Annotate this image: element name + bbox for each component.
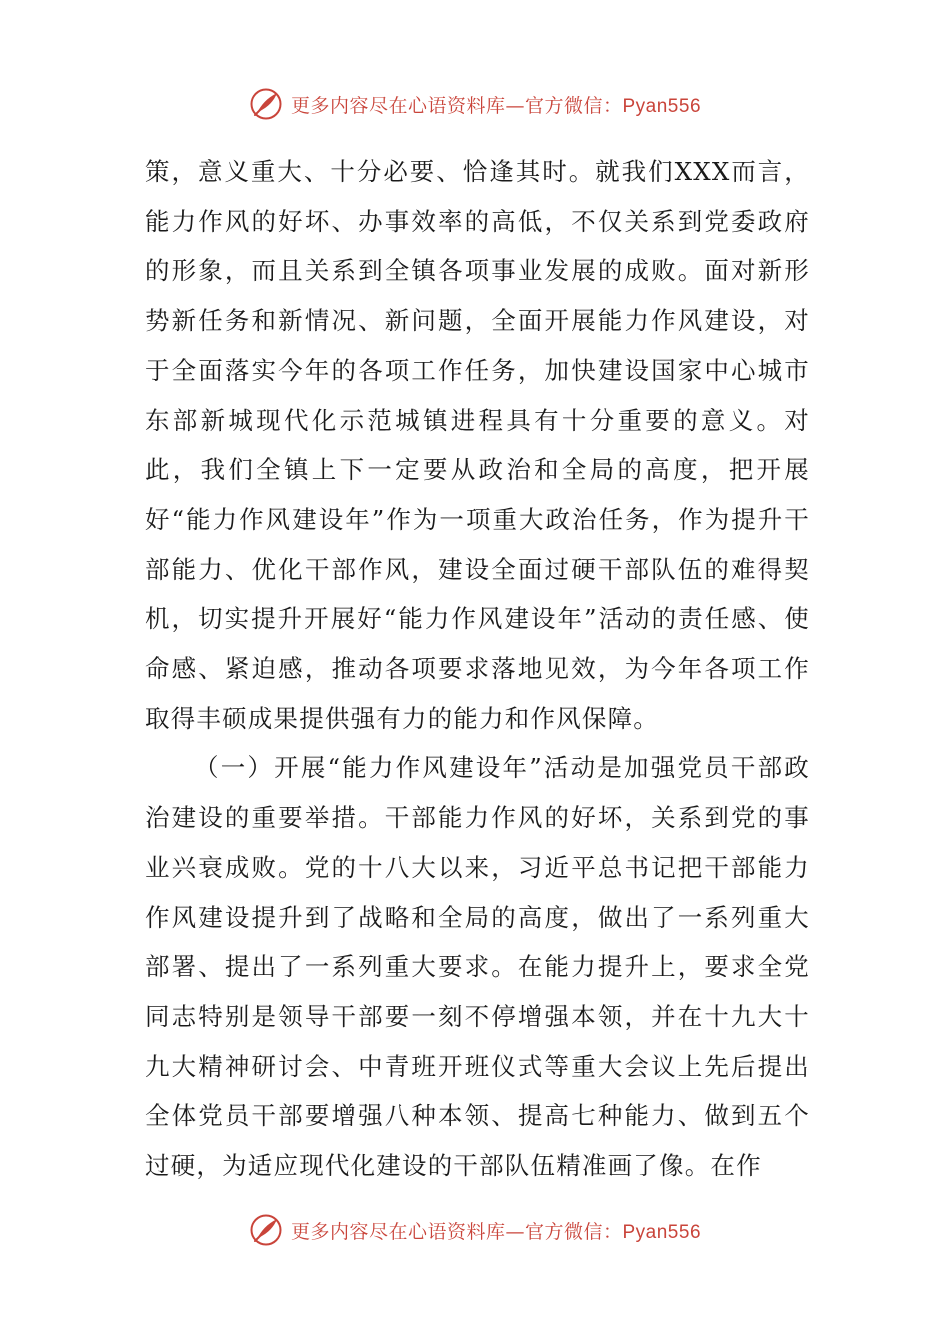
watermark-wechat-label: 官方微信：	[524, 94, 623, 117]
watermark-text	[291, 1217, 701, 1244]
paragraph-section-one: （一）开展“能力作风建设年”活动是加强党员干部政治建设的重要举措。干部能力作风的好坏，关系到党的事业兴衰成败。党的十八大以来，习近平总书记把干部能力作风建设提升到了战略和全局的高度，做出了一系列重大部署、提出了一系列重大要求。在能力提升上，要求全党同志特别是领导干部要一刻不停增强本领，并在十九大十九大精神研讨会、中青班开班仪式等重大会议上先后提出全体党员干部要增强八种本领、提高七种能力、做到五个过硬，为适应现代化建设的干部队伍精准画了像。在作	[145, 753, 810, 1181]
watermark-header	[0, 84, 950, 124]
watermark-site-text: 更多内容尽在心语资料库	[290, 1220, 506, 1243]
quill-logo-icon	[249, 1213, 283, 1247]
quill-logo-icon	[249, 87, 283, 121]
paragraph-continuation: 策，意义重大、十分必要、恰逢其时。就我们XXX而言，能力作风的好坏、办事效率的高低，不仅关系到党委政府的形象，而且关系到全镇各项事业发展的成败。面对新形势新任务和新情况、新问题，全面开展能力作风建设，对于全面落实今年的各项工作任务，加快建设国家中心城市东部新城现代化示范城镇进程具有十分重要的意义。对此，我们全镇上下一定要从政治和全局的高度，把开展好“能力作风建设年”作为一项重大政治任务，作为提升干部能力、优化干部作风，建设全面过硬干部队伍的难得契机，切实提升开展好“能力作风建设年”活动的责任感、使命感、紧迫感，推动各项要求落地见效，为今年各项工作取得丰硕成果提供强有力的能力和作风保障。	[145, 157, 810, 733]
watermark-wechat-label: 官方微信：	[524, 1220, 623, 1243]
watermark-separator: —	[505, 94, 525, 117]
watermark-separator: —	[505, 1220, 525, 1243]
watermark-wechat-id: Pyan556	[622, 95, 702, 117]
watermark-wechat-id: Pyan556	[622, 1221, 702, 1243]
watermark-footer	[0, 1210, 950, 1250]
watermark-text	[291, 91, 701, 118]
document-body	[145, 147, 810, 1191]
watermark-site-text: 更多内容尽在心语资料库	[290, 94, 506, 117]
